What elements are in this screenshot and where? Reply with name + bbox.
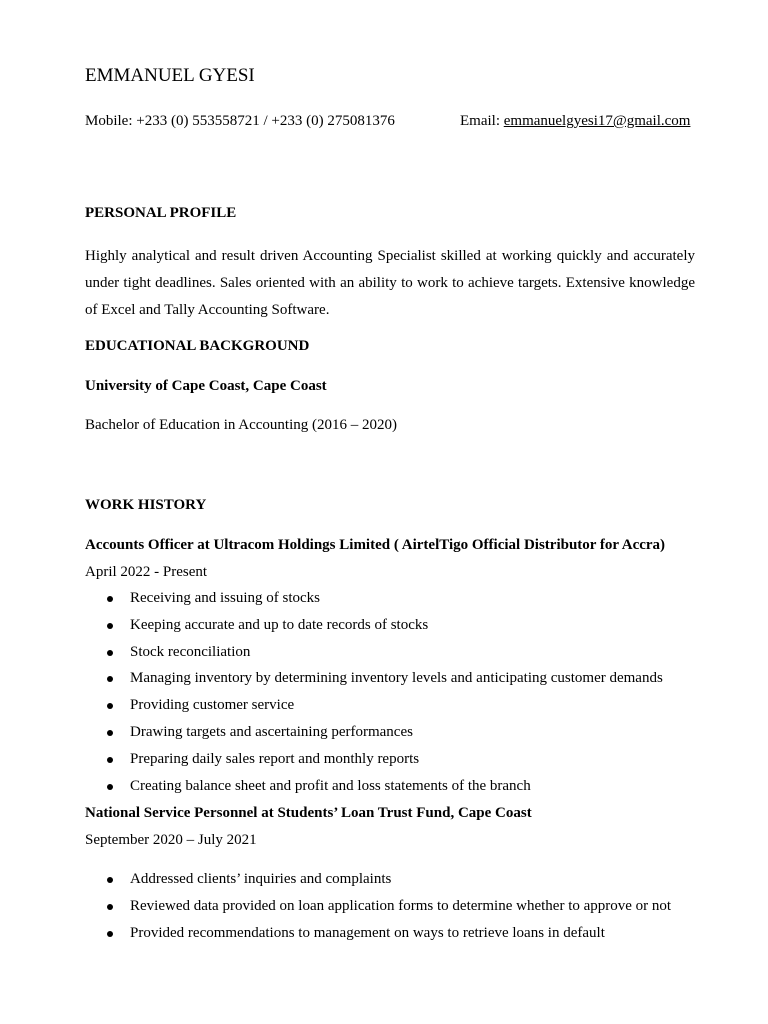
duty-item: Preparing daily sales report and monthly reports <box>85 746 663 773</box>
mobile-label: Mobile: <box>85 113 133 129</box>
bullet-icon <box>107 757 113 763</box>
resume-page <box>85 0 697 1024</box>
bullet-icon <box>107 784 113 790</box>
mobile-number: +233 (0) 553558721 / +233 (0) 275081376 <box>136 113 395 129</box>
bullet-icon <box>107 904 113 910</box>
duty-item: Keeping accurate and up to date records of stocks <box>85 612 663 639</box>
duty-item: Addressed clients’ inquiries and complaints <box>85 866 671 893</box>
duty-item: Provided recommendations to management on ways to retrieve loans in default <box>85 920 671 947</box>
bullet-icon <box>107 676 113 682</box>
bullet-icon <box>107 730 113 736</box>
job-period: April 2022 - Present <box>85 564 208 580</box>
bullet-icon <box>107 703 113 709</box>
duty-item: Providing customer service <box>85 692 663 719</box>
bullet-icon <box>107 877 113 883</box>
applicant-name: EMMANUEL GYESI <box>85 65 255 86</box>
job-duties-list <box>85 585 663 799</box>
personal-profile-heading: PERSONAL PROFILE <box>85 205 237 221</box>
job-duties-list <box>85 866 671 946</box>
duty-item: Stock reconciliation <box>85 639 663 666</box>
email-link[interactable]: emmanuelgyesi17@gmail.com <box>503 113 691 129</box>
bullet-icon <box>107 650 113 656</box>
duty-item: Reviewed data provided on loan application forms to determine whether to approve or not <box>85 893 671 920</box>
duty-item: Drawing targets and ascertaining performances <box>85 719 663 746</box>
education-degree: Bachelor of Education in Accounting (2016 – 2020) <box>85 417 398 433</box>
personal-profile-text: Highly analytical and result driven Accounting Specialist skilled at working quickly and accurately under tight deadlines. Sales oriented with an ability to work to achieve targets. Extensive knowledge of Excel and Tally Accounting Software. <box>85 248 695 318</box>
bullet-icon <box>107 596 113 602</box>
job-title: National Service Personnel at Students’ Loan Trust Fund, Cape Coast <box>85 805 532 821</box>
bullet-icon <box>107 623 113 629</box>
duty-item: Creating balance sheet and profit and loss statements of the branch <box>85 773 663 800</box>
job-title: Accounts Officer at Ultracom Holdings Limited ( AirtelTigo Official Distributor for Accra) <box>85 537 666 553</box>
email-label: Email: <box>460 113 500 129</box>
email-block <box>460 112 690 131</box>
education-institution: University of Cape Coast, Cape Coast <box>85 378 327 394</box>
education-heading: EDUCATIONAL BACKGROUND <box>85 338 310 354</box>
duty-item: Managing inventory by determining inventory levels and anticipating customer demands <box>85 665 663 692</box>
work-history-heading: WORK HISTORY <box>85 497 207 513</box>
duty-item: Receiving and issuing of stocks <box>85 585 663 612</box>
job-period: September 2020 – July 2021 <box>85 832 257 848</box>
bullet-icon <box>107 931 113 937</box>
contact-line <box>85 112 691 131</box>
